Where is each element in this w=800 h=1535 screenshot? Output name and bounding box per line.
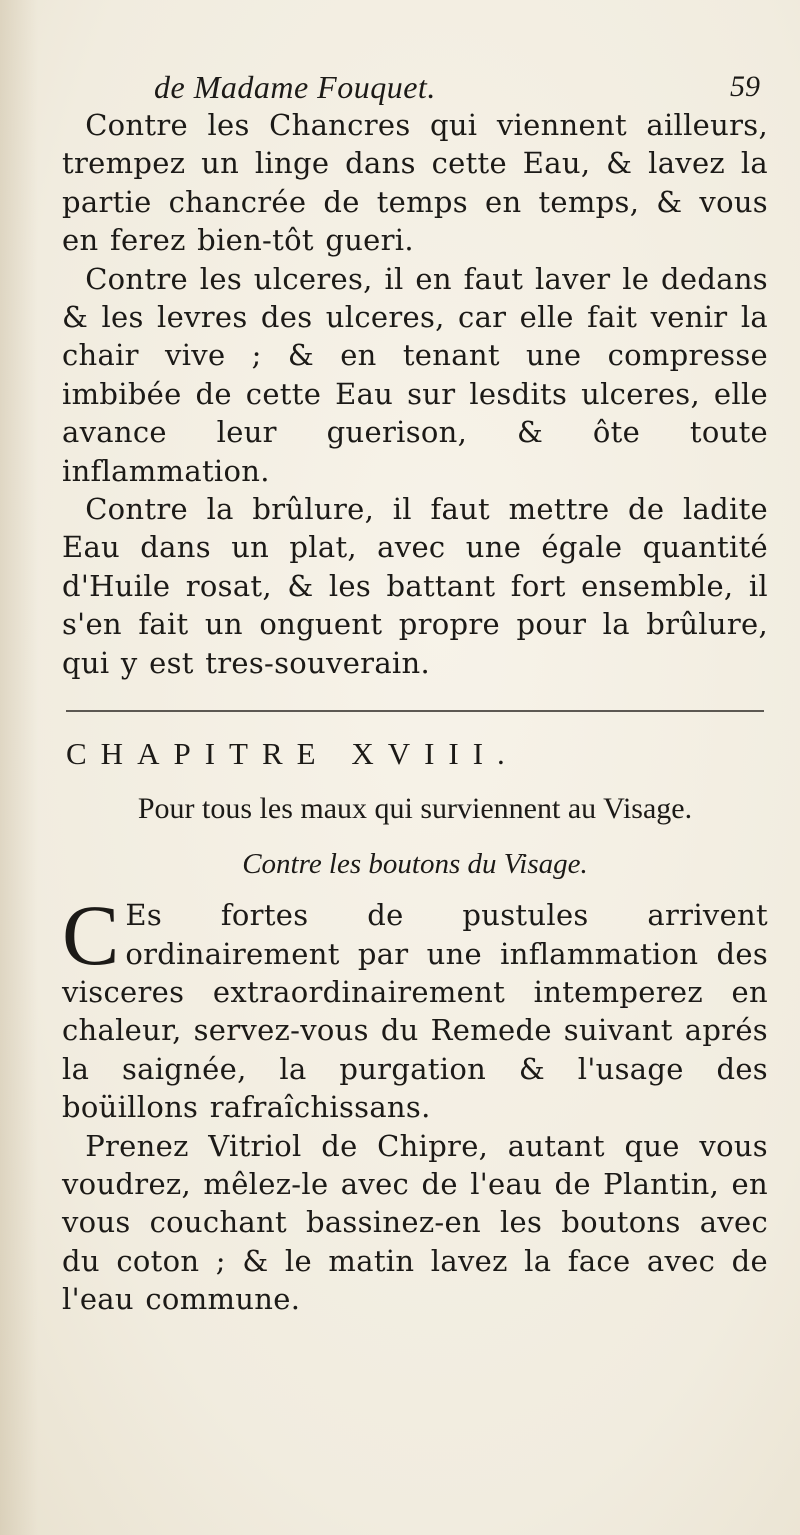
paragraph-ulceres: Contre les ulceres, il en faut laver le dedans & les levres des ulceres, car elle fait venir la chair vive ; & en tenant une compresse imbibée de cette Eau sur lesdits ulceres, elle avance leur guerison, & ôte toute inflammation. (62, 261, 768, 488)
paragraph-brulure: Contre la brûlure, il faut mettre de ladite Eau dans un plat, avec une égale quantité d'Huile rosat, & les battant fort ensemble, il s'en fait un onguent propre pour la brûlure, qui y est tres-souverain. (62, 492, 768, 680)
drop-cap: C (62, 887, 120, 984)
chapter-heading: CHAPITRE XVIII. (66, 736, 519, 772)
running-title: de Madame Fouquet. (154, 69, 436, 105)
section-title: Contre les boutons du Visage. (242, 848, 588, 881)
chapter-subtitle: Pour tous les maux qui surviennent au Visage. (137, 792, 693, 826)
paragraph-pustules-text: Es fortes de pustules arrivent ordinairement par une inflammation des visceres extraordinairement intemperez en chaleur, servez-vous du Remede suivant aprés la saignée, la purgation & l'usage des boüillons rafraîchissans. (62, 898, 768, 1125)
paragraph-chancres: Contre les Chancres qui viennent ailleurs, trempez un linge dans cette Eau, & lavez la partie chancrée de temps en temps, & vous en ferez bien-tôt gueri. (62, 108, 768, 258)
page-content (62, 70, 768, 1319)
paragraph-pustules (62, 887, 768, 1126)
paragraph-vitriol: Prenez Vitriol de Chipre, autant que vous voudrez, mêlez-le avec de l'eau de Plantin, en vous couchant bassinez-en les boutons avec du coton ; & le matin lavez la face avec de l'eau commune. (62, 1128, 768, 1317)
section-divider (66, 710, 764, 712)
page-number: 59 (730, 70, 760, 103)
page-header (62, 70, 768, 104)
